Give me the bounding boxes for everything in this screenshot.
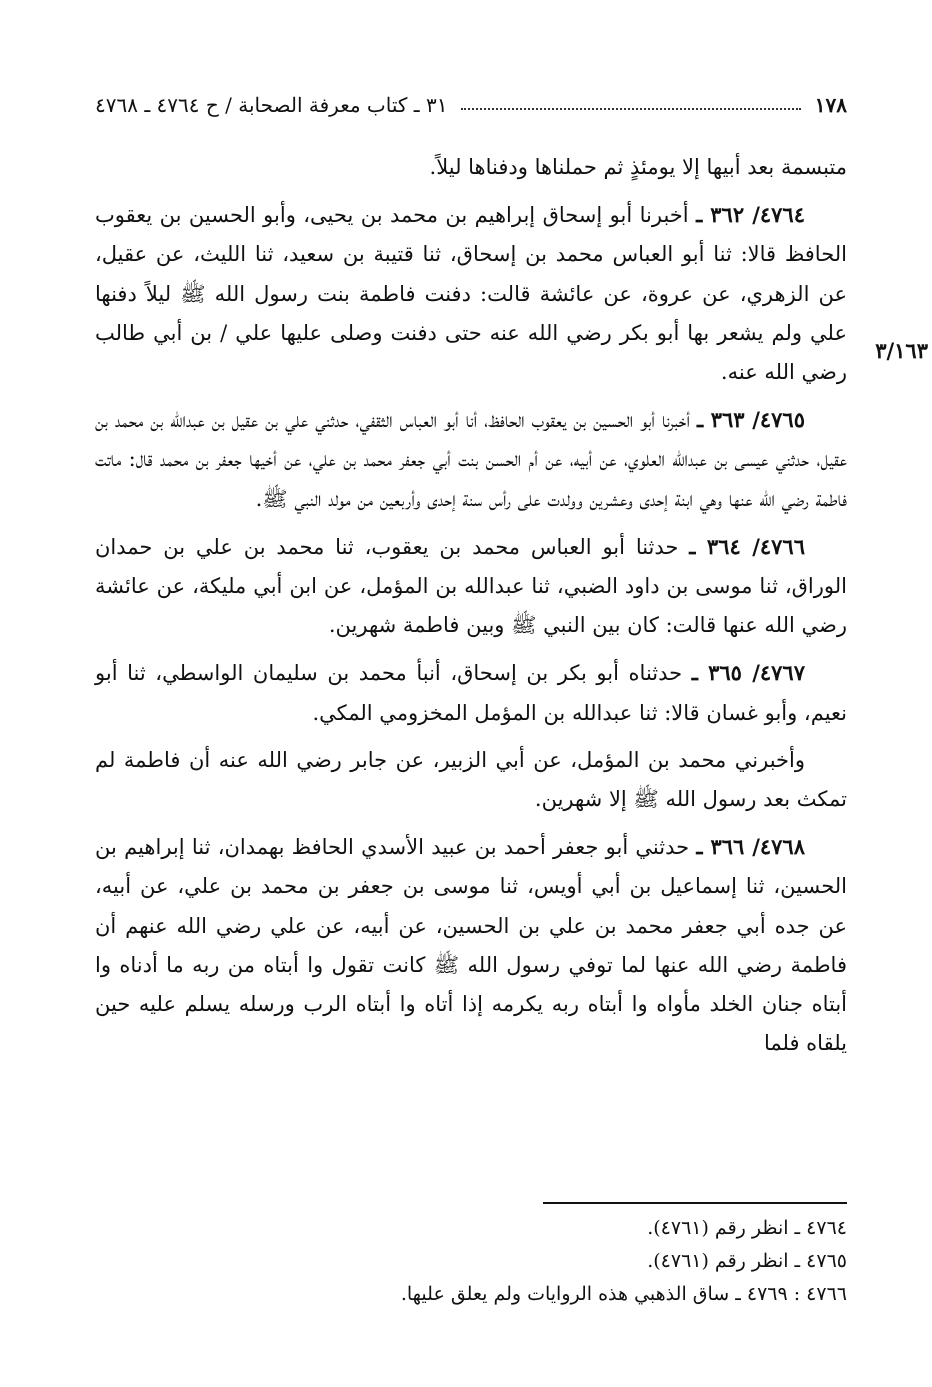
header-dot-leader [461,108,800,110]
hadith-number: ٤٧٦٧/ ٣٦٥ ـ [691,660,805,686]
hadith-text: أخبرنا أبو الحسين بن يعقوب الحافظ، أنا أبو العباس الثقفي، حدثني علي بن عقيل بن عبدالله بن محمد بن عقيل، حدثني عيسى بن عبدالله العلوي، عن أبيه، عن أم الحسن بنت أبي جعفر محمد بن علي، عن أخيها جعفر بن محمد قال: ماتت فاطمة رضي الله عنها وهي ابنة إحدى وعشرين وولدت على رأس سنة إحدى وأربعين من مولد النبي ﷺ. [95,408,847,511]
hadith-4765 [95,400,847,519]
paragraph-text: وأخبرني محمد بن المؤمل، عن أبي الزبير، عن جابر رضي الله عنه أن فاطمة لم تمكث بعد رسول الله ﷺ إلا شهرين. [95,747,847,812]
hadith-text: أخبرنا أبو إسحاق إبراهيم بن محمد بن يحيى، وأبو الحسين بن يعقوب الحافظ قالا: ثنا أبو العباس محمد بن إسحاق، ثنا قتيبة بن سعيد، ثنا الليث، عن عقيل، عن الزهري، عن عروة، عن عائشة قالت: دفنت فاطمة بنت رسول الله ﷺ ليلاً دفنها علي ولم يشعر بها أبو بكر رضي الله عنه حتى دفنت وصلى عليها علي / بن أبي طالب رضي الله عنه. [95,203,847,385]
hadith-text: حدثنا أبو العباس محمد بن يعقوب، ثنا محمد بن علي بن حمدان الوراق، ثنا موسى بن داود الضبي، ثنا عبدالله بن المؤمل، عن ابن أبي مليكة، عن عائشة رضي الله عنها قالت: كان بين النبي ﷺ وبين فاطمة شهرين. [95,534,847,638]
footnote-separator [543,1202,847,1204]
hadith-number: ٤٧٦٨/ ٣٦٦ ـ [696,834,805,860]
paragraph-additional-chain [95,741,847,819]
paragraph-continuation [95,148,847,187]
running-title: ٣١ ـ كتاب معرفة الصحابة / ح ٤٧٦٤ ـ ٤٧٦٨ [95,93,448,117]
hadith-text: حدثناه أبو بكر بن إسحاق، أنبأ محمد بن سليمان الواسطي، ثنا أبو نعيم، وأبو غسان قالا: ثنا عبدالله بن المؤمل المخزومي المكي. [95,661,847,725]
hadith-number: ٤٧٦٤/ ٣٦٢ ـ [696,202,805,228]
footnote: ٤٧٦٦ : ٤٧٦٩ ـ ساق الذهبي هذه الروايات ولم يعلق عليها. [400,1283,847,1305]
hadith-number: ٤٧٦٦/ ٣٦٤ ـ [689,533,805,559]
footnote: ٤٧٦٥ ـ انظر رقم (٤٧٦١). [647,1250,847,1272]
hadith-number: ٤٧٦٥/ ٣٦٣ ـ [696,407,805,433]
footnote: ٤٧٦٤ ـ انظر رقم (٤٧٦١). [647,1217,847,1239]
main-text [95,148,847,1071]
margin-volume-page-note: ٣/١٦٣ [875,338,928,363]
footnotes [95,1212,847,1311]
running-header [95,88,847,122]
hadith-4767 [95,653,847,732]
hadith-4768 [95,827,847,1063]
page-number: ١٧٨ [814,93,847,117]
hadith-text: حدثني أبو جعفر أحمد بن عبيد الأسدي الحافظ بهمدان، ثنا إبراهيم بن الحسين، ثنا إسماعيل بن أبي أويس، ثنا موسى بن جعفر بن محمد بن علي، عن أبيه، عن جده أبي جعفر محمد بن علي بن الحسين، عن أبيه، عن علي رضي الله عنهم أن فاطمة رضي الله عنها لما توفي رسول الله ﷺ كانت تقول وا أبتاه من ربه ما أدناه وا أبتاه جنان الخلد مأواه وا أبتاه ربه يكرمه إذا أتاه وا أبتاه الرب ورسله يسلم عليه حين يلقاه فلما [95,835,847,1056]
hadith-4766 [95,527,847,646]
paragraph-text: متبسمة بعد أبيها إلا يومئذٍ ثم حملناها ودفناها ليلاً. [429,155,847,179]
hadith-4764 [95,195,847,392]
